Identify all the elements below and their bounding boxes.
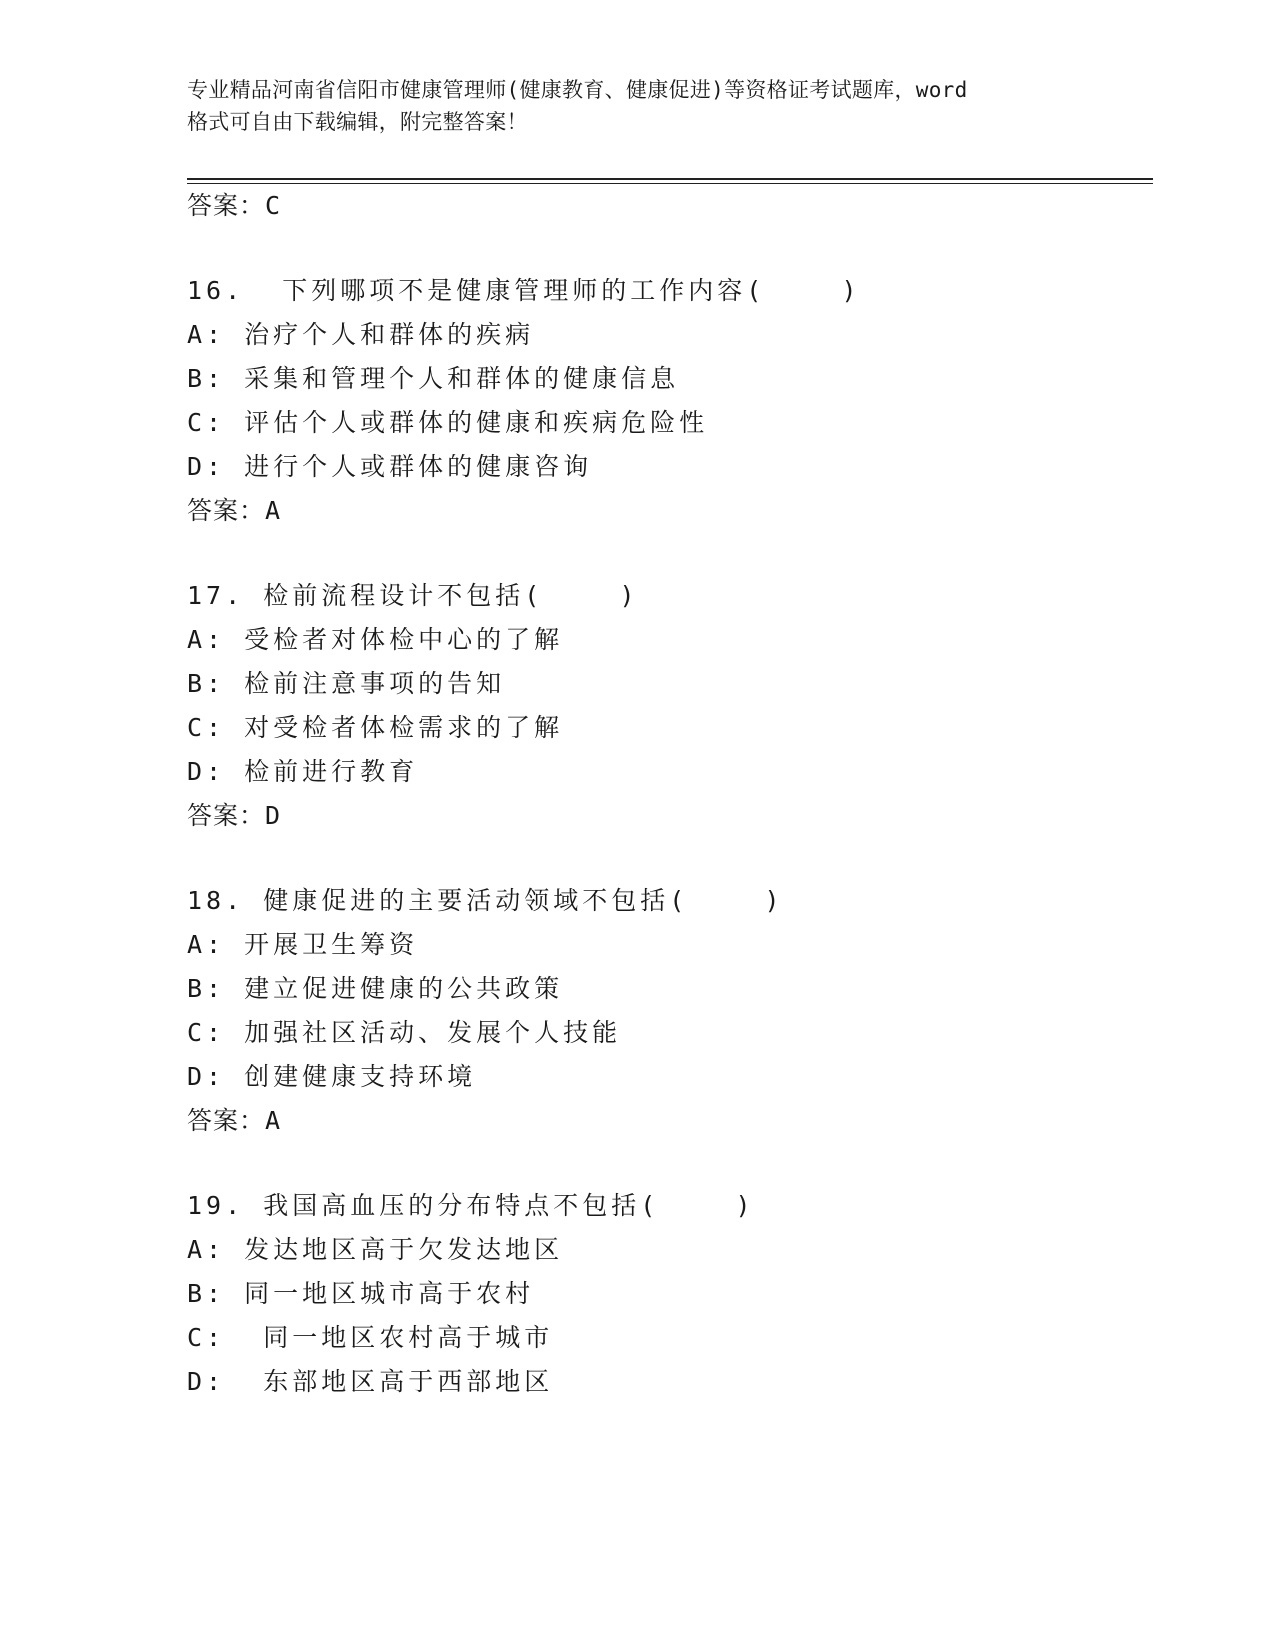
answer-line [187, 496, 281, 526]
option-d: D: 创建健康支持环境 [187, 1062, 477, 1091]
question-number: 17. [187, 581, 245, 610]
question-number: 16. [187, 276, 245, 305]
option-d: D: 进行个人或群体的健康咨询 [187, 452, 593, 481]
answer-value: A [265, 1106, 282, 1135]
option-a: A: 开展卫生筹资 [187, 930, 419, 959]
option-b: B: 同一地区城市高于农村 [187, 1279, 535, 1308]
option-b: B: 建立促进健康的公共政策 [187, 974, 564, 1003]
answer-value: A [265, 496, 282, 525]
option-b: B: 采集和管理个人和群体的健康信息 [187, 364, 680, 393]
option-c: C: 加强社区活动、发展个人技能 [187, 1018, 622, 1047]
question-text: 检前流程设计不包括( ) [244, 581, 639, 610]
header-line-2: 格式可自由下载编辑，附完整答案！ [187, 110, 528, 134]
answer-label: 答案： [187, 801, 266, 830]
question-stem [187, 886, 784, 916]
answer-label: 答案： [187, 496, 266, 525]
document-header [187, 74, 1107, 138]
answer-line [187, 1106, 281, 1136]
question-text: 我国高血压的分布特点不包括( ) [244, 1191, 755, 1220]
option-a: A: 发达地区高于欠发达地区 [187, 1235, 564, 1264]
question-number: 19. [187, 1191, 245, 1220]
option-c: C: 同一地区农村高于城市 [187, 1323, 554, 1352]
option-d: D: 东部地区高于西部地区 [187, 1367, 554, 1396]
option-d: D: 检前进行教育 [187, 757, 419, 786]
option-a: A: 受检者对体检中心的了解 [187, 625, 564, 654]
header-divider-thin [187, 183, 1153, 184]
answer-label: 答案： [187, 191, 266, 220]
header-line-1: 专业精品河南省信阳市健康管理师(健康教育、健康促进)等资格证考试题库，word [187, 78, 968, 102]
question-number: 18. [187, 886, 245, 915]
question-stem [187, 1191, 755, 1221]
question-text: 健康促进的主要活动领域不包括( ) [244, 886, 784, 915]
question-text: 下列哪项不是健康管理师的工作内容( ) [244, 276, 861, 305]
answer-line [187, 801, 281, 831]
answer-value: C [265, 191, 282, 220]
option-c: C: 对受检者体检需求的了解 [187, 713, 564, 742]
header-divider-thick [187, 178, 1153, 180]
answer-value: D [265, 801, 282, 830]
question-stem [187, 276, 861, 306]
answer-line [187, 191, 281, 221]
option-c: C: 评估个人或群体的健康和疾病危险性 [187, 408, 709, 437]
option-b: B: 检前注意事项的告知 [187, 669, 506, 698]
answer-label: 答案： [187, 1106, 266, 1135]
option-a: A: 治疗个人和群体的疾病 [187, 320, 535, 349]
question-stem [187, 581, 639, 611]
